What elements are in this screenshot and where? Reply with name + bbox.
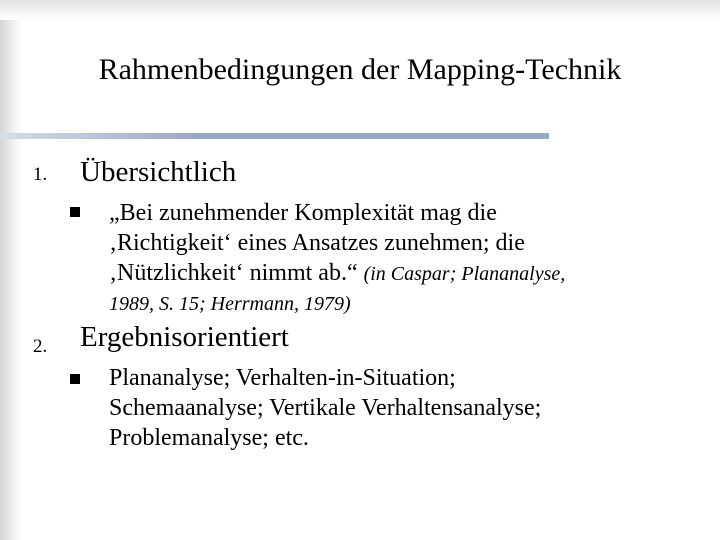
item-1-bullet-text <box>109 198 699 319</box>
item-heading-1: Übersichtlich <box>80 156 237 188</box>
item-2-bullet-text <box>109 363 699 453</box>
item-heading-2: Ergebnisorientiert <box>80 321 289 353</box>
citation-start: (in Caspar; Plananalyse, <box>363 263 566 285</box>
bullet-line: ‚Nützlichkeit‘ nimmt ab.“ <box>109 260 358 286</box>
bullet-line: Schemaanalyse; Vertikale Verhaltensanalyse; <box>109 395 542 421</box>
bullet-square-icon <box>70 207 80 217</box>
slide-title: Rahmenbedingungen der Mapping-Technik <box>98 53 622 86</box>
bullet-line: Plananalyse; Verhalten-in-Situation; <box>109 365 456 391</box>
citation-end: 1989, S. 15; Herrmann, 1979) <box>109 293 351 315</box>
title-underline-bar <box>0 133 549 139</box>
bullet-line: „Bei zunehmender Komplexität mag die <box>109 200 497 226</box>
bullet-line: Problemanalyse; etc. <box>109 425 309 451</box>
bullet-square-icon <box>70 374 80 384</box>
bullet-line: ‚Richtigkeit‘ eines Ansatzes zunehmen; die <box>109 230 525 256</box>
item-number-2: 2. <box>33 336 48 357</box>
item-number-1: 1. <box>33 164 48 185</box>
top-gradient-band <box>0 0 720 20</box>
bullet-line-with-citation <box>109 258 699 289</box>
